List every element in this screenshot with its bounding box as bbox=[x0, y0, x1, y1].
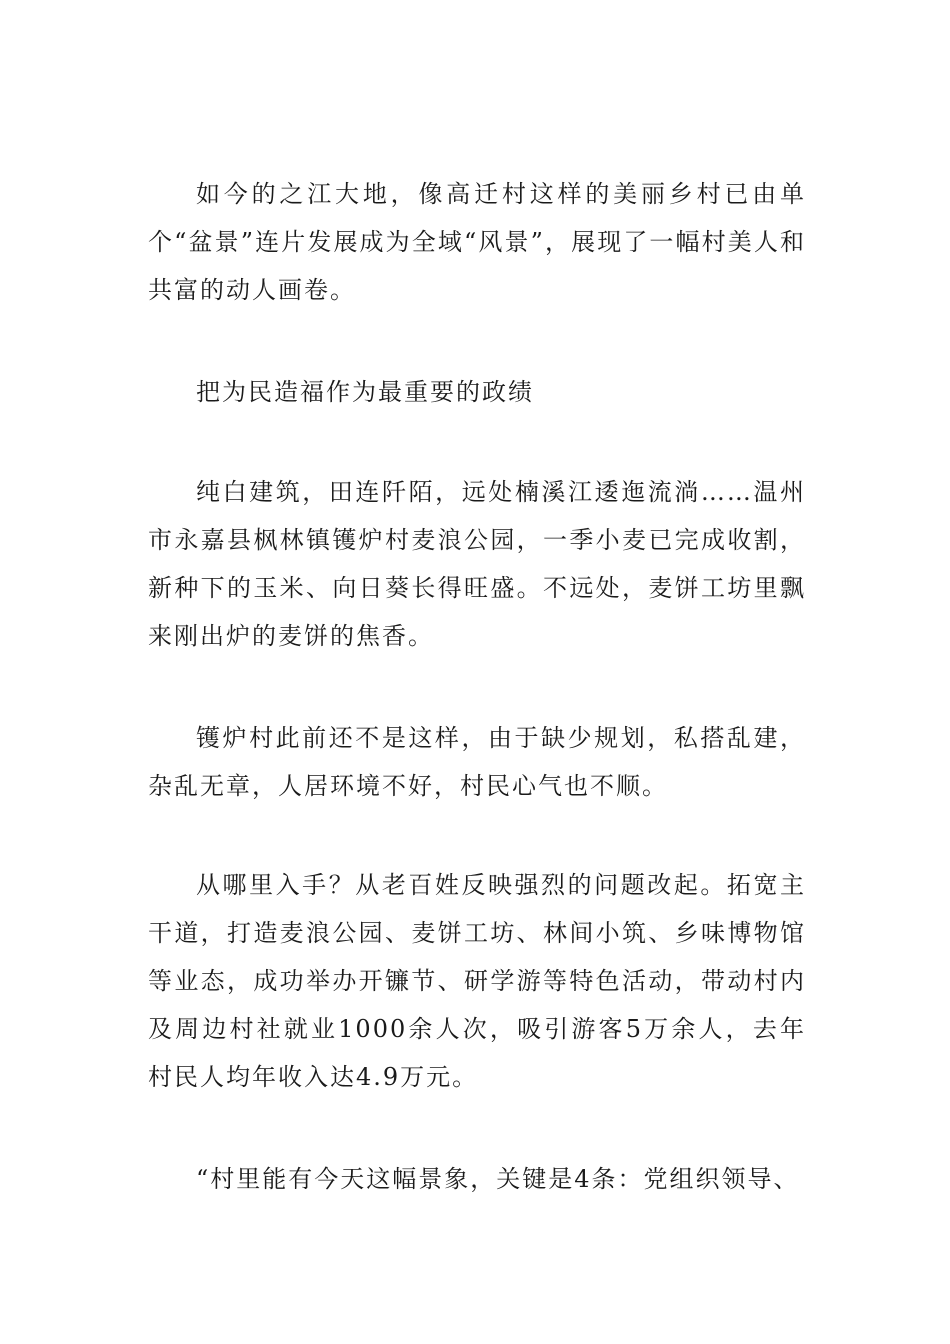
paragraph-before: 镬炉村此前还不是这样，由于缺少规划，私搭乱建，杂乱无章，人居环境不好，村民心气也不顺。 bbox=[148, 724, 806, 800]
section-heading: 把为民造福作为最重要的政绩 bbox=[196, 378, 534, 406]
paragraph-quote: “村里能有今天这幅景象，关键是4条：党组织领导、 bbox=[196, 1165, 800, 1193]
paragraph-huolu-park: 纯白建筑，田连阡陌，远处楠溪江逶迤流淌……温州市永嘉县枫林镇镬炉村麦浪公园，一季小麦已完成收割，新种下的玉米、向日葵长得旺盛。不远处，麦饼工坊里飘来刚出炉的麦饼的焦香。 bbox=[148, 478, 806, 650]
paragraph-development: 从哪里入手？从老百姓反映强烈的问题改起。拓宽主干道，打造麦浪公园、麦饼工坊、林间小筑、乡味博物馆等业态，成功举办开镰节、研学游等特色活动，带动村内及周边村社就业1000余人次，吸引游客5万余人，去年村民人均年收入达4.9万元。 bbox=[148, 871, 806, 1091]
paragraph-intro: 如今的之江大地，像高迁村这样的美丽乡村已由单个“盆景”连片发展成为全域“风景”，展现了一幅村美人和共富的动人画卷。 bbox=[148, 180, 806, 304]
